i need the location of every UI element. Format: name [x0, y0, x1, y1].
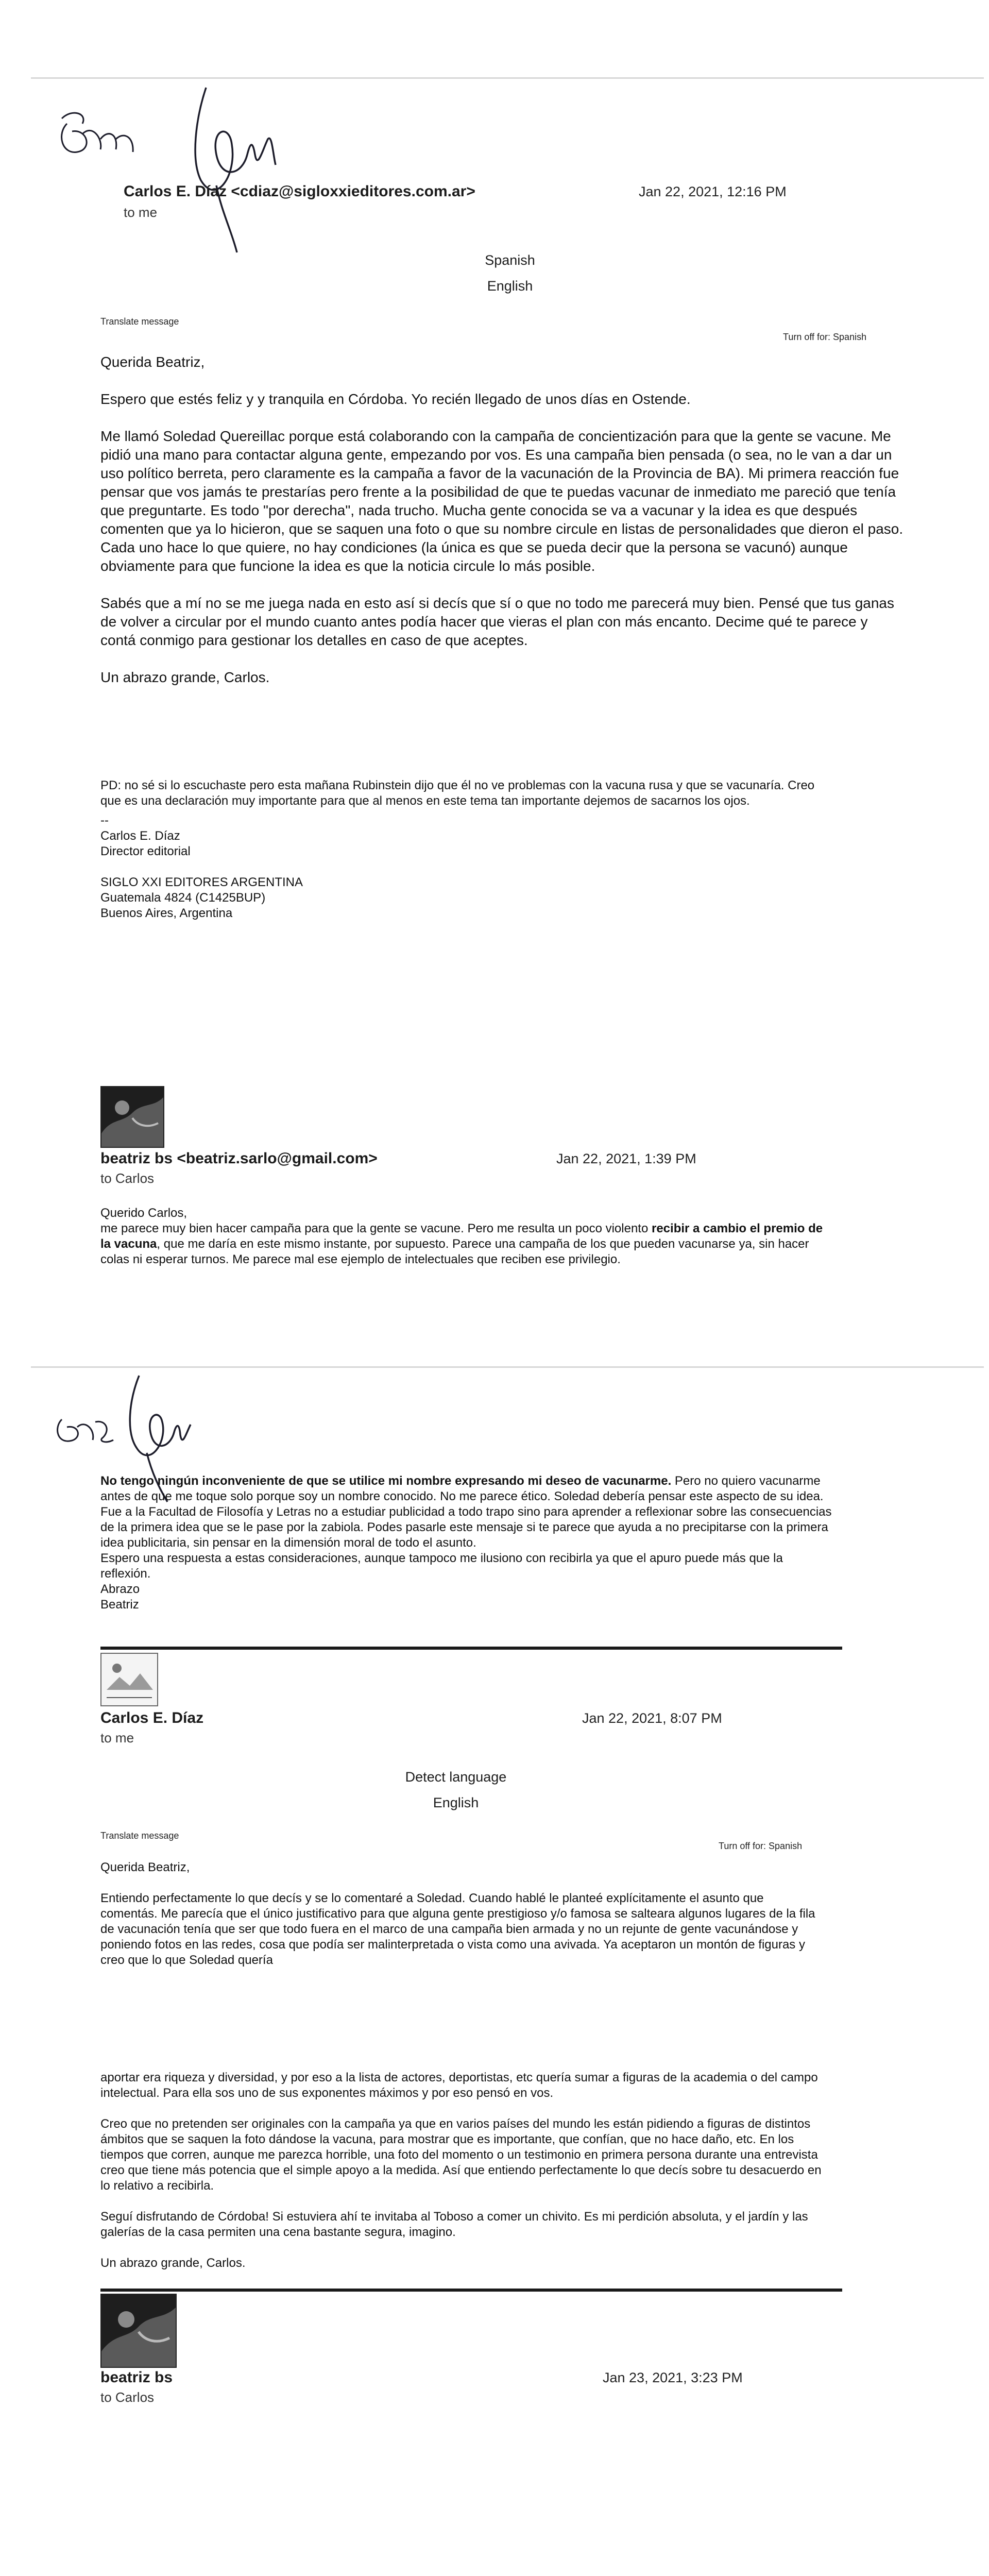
email2-closing: Abrazo — [100, 1582, 140, 1596]
signature-title: Director editorial — [100, 844, 191, 858]
email2-greeting: Querido Carlos, — [100, 1206, 187, 1220]
email1-signature-block — [100, 778, 837, 921]
email3-date: Jan 22, 2021, 8:07 PM — [582, 1710, 722, 1726]
email2-recipient[interactable]: to Carlos — [100, 1171, 155, 1186]
email3-body-part1 — [100, 1860, 822, 1968]
email3-paragraph: Entiendo perfectamente lo que decís y se lo comentaré a Soledad. Cuando hablé le planteé explícitamente el asunto que comentás. Me parecía que el único justificativo para que alguna gente prestigioso y/o famosa se salteara algunos lugares de la fila de vacunación tenía que ser que todo fuera en el marco de una campaña bien armada y no un rejunte de gente vacunándose y poniendo fotos en las redes, cosa que podía ser malinterpretada o vista como una avivada. Ya aceptaron un montón de figuras y creo que lo que Soledad quería — [100, 1891, 815, 1967]
email2-text: Pero no quiero vacunarme antes de que me toque solo porque soy un nombre conocido. No me parece ético. Soledad debería pensar este aspecto de su idea. Fue a la Facultad de Filosofía y Letras no a estudiar publicidad a todo trapo sino para aprender a reflexionar sobre las consecuencias de la primera idea que se le pase por la zabiola. Podes pasarle este mensaje si te parece que ayuda a no precipitarse con la primera idea publicitaria, sin pensar en la dimensión moral de todo el asunto. — [100, 1474, 832, 1550]
email2-sender[interactable]: beatriz bs <beatriz.sarlo@gmail.com> — [100, 1150, 378, 1167]
email3-source-language[interactable]: Detect language — [405, 1769, 507, 1785]
email3-body-part2 — [100, 2070, 822, 2271]
email1-source-language[interactable]: Spanish — [485, 252, 535, 268]
email3-target-language[interactable]: English — [433, 1795, 479, 1810]
signature-dashes: -- — [100, 814, 109, 827]
email3-turn-off-translation[interactable]: Turn off for: Spanish — [719, 1841, 803, 1851]
email2-emphasis: No tengo ningún inconveniente de que se utilice mi nombre expresando mi deseo de vacunarme. — [100, 1474, 672, 1488]
avatar-photo-icon — [101, 2295, 176, 2367]
email3-paragraph: aportar era riqueza y diversidad, y por eso a la lista de actores, deportistas, etc quería sumar a figuras de la academia o del campo intelectual. Para ella sos uno de sus exponentes máximos y por eso pensó en vos. — [100, 2071, 818, 2100]
signature-city: Buenos Aires, Argentina — [100, 906, 233, 920]
email3-translate-link[interactable]: Translate message — [100, 1831, 179, 1841]
email2-emphasis: recibir a cambio el premio de la vacuna — [100, 1222, 823, 1251]
email3-closing: Un abrazo grande, Carlos. — [100, 2256, 246, 2270]
email3-sender[interactable]: Carlos E. Díaz — [100, 1709, 204, 1726]
handwritten-signature — [185, 77, 288, 258]
email1-target-language[interactable]: English — [487, 278, 533, 294]
email1-recipient[interactable]: to me — [124, 205, 158, 220]
avatar[interactable] — [100, 2294, 177, 2368]
email1-sender[interactable]: Carlos E. Díaz <cdiaz@sigloxxieditores.com.ar> — [124, 183, 475, 200]
signature-company: SIGLO XXI EDITORES ARGENTINA — [100, 875, 303, 889]
email1-translate-link[interactable]: Translate message — [100, 316, 179, 327]
email1-turn-off-translation[interactable]: Turn off for: Spanish — [783, 332, 867, 342]
email1-paragraph: Sabés que a mí no se me juega nada en esto así si decís que sí o que no todo me parecerá muy bien. Pensé que tus ganas de volver a circular por el mundo cuanto antes podía hacer que vieras el plan con más encanto. Decime qué te parece y contá conmigo para gestionar los detalles en caso de que aceptes. — [100, 595, 894, 648]
handwritten-initials — [52, 103, 155, 170]
email4-date: Jan 23, 2021, 3:23 PM — [603, 2370, 743, 2385]
message-divider — [100, 1647, 842, 1650]
email1-closing: Un abrazo grande, Carlos. — [100, 669, 270, 685]
email4-sender[interactable]: beatriz bs — [100, 2369, 173, 2386]
email3-paragraph: Creo que no pretenden ser originales con la campaña ya que en varios países del mundo les están pidiendo a figuras de distintos ámbitos que se saquen la foto dándose la vacuna, para mostrar que es importante, que confían, que no hace daño, etc. En los tiempos que corren, aunque me parezca horrible, una foto del momento o un testimonio en primera persona durante una entrevista creo que tiene más potencia que el simple apoyo a la medida. Así que entiendo perfectamente lo que decís sobre tu desacuerdo en lo relativo a recibirla. — [100, 2117, 822, 2193]
email3-greeting: Querida Beatriz, — [100, 1860, 190, 1874]
signature-name: Carlos E. Díaz — [100, 829, 180, 843]
handwritten-initials — [49, 1404, 126, 1450]
email2-name: Beatriz — [100, 1598, 139, 1612]
signature-address: Guatemala 4824 (C1425BUP) — [100, 891, 266, 905]
avatar-placeholder-icon — [101, 1654, 157, 1705]
email2-text: me parece muy bien hacer campaña para que la gente se vacune. Pero me resulta un poco violento — [100, 1222, 652, 1235]
avatar-photo-icon — [101, 1087, 163, 1147]
avatar[interactable] — [100, 1086, 164, 1148]
page-break-divider — [31, 1366, 984, 1368]
email2-text: , que me daría en este mismo instante, por supuesto. Parece una campaña de los que pueden vacunarse ya, sin hacer colas ni esperar turnos. Me parece mal ese ejemplo de intelectuales que reciben ese privilegio. — [100, 1237, 809, 1266]
top-divider — [31, 77, 984, 79]
email1-paragraph: Espero que estés feliz y y tranquila en Córdoba. Yo recién llegado de unos días en Ostende. — [100, 391, 691, 407]
email2-body-part1 — [100, 1206, 832, 1267]
email3-paragraph: Seguí disfrutando de Córdoba! Si estuviera ahí te invitaba al Toboso a comer un chivito. Es mi perdición absoluta, y el jardín y las galerías de la casa permiten una cena bastante segura, imagino. — [100, 2210, 808, 2239]
avatar[interactable] — [100, 1653, 158, 1706]
email1-date: Jan 22, 2021, 12:16 PM — [639, 184, 787, 199]
email2-paragraph: Espero una respuesta a estas consideraciones, aunque tampoco me ilusiono con recibirla ya que el apuro puede más que la reflexión. — [100, 1551, 783, 1581]
email1-body — [100, 353, 904, 687]
email4-recipient[interactable]: to Carlos — [100, 2389, 155, 2405]
email2-paragraph — [100, 1473, 832, 1551]
email1-greeting: Querida Beatriz, — [100, 354, 205, 370]
email3-recipient[interactable]: to me — [100, 1730, 134, 1745]
message-divider — [100, 2289, 842, 2292]
email2-paragraph — [100, 1221, 832, 1267]
email2-date: Jan 22, 2021, 1:39 PM — [556, 1151, 696, 1166]
email2-body-part2 — [100, 1473, 832, 1613]
email1-postscript: PD: no sé si lo escuchaste pero esta mañana Rubinstein dijo que él no ve problemas con la vacuna rusa y que se vacunaría. Creo que es una declaración muy importante para que al menos en este tema tan importante dejemos de sacarnos los ojos. — [100, 778, 815, 808]
email1-paragraph: Me llamó Soledad Quereillac porque está colaborando con la campaña de concientización para que la gente se vacune. Me pidió una mano para contactar alguna gente, empezando por vos. Es una campaña bien pensada (o sea, no le van a dar un uso político berreta, pero claramente es la campaña a favor de la vacunación de la Provincia de BA). Mi primera reacción fue pensar que vos jamás te prestarías pero frente a la posibilidad de que te puedas vacunar de inmediato me pareció que tenía que preguntarte. Es todo "por derecha", nada trucho. Mucha gente conocida se va a vacunar y la idea es que después comenten que ya lo hicieron, que se saquen una foto o que su nombre circule en listas de personalidades que dieron el paso. Cada uno hace lo que quiere, no hay condiciones (la única es que se pueda decir que la persona se vacunó) aunque obviamente para que funcione la idea es que la noticia circule lo más posible. — [100, 428, 903, 574]
